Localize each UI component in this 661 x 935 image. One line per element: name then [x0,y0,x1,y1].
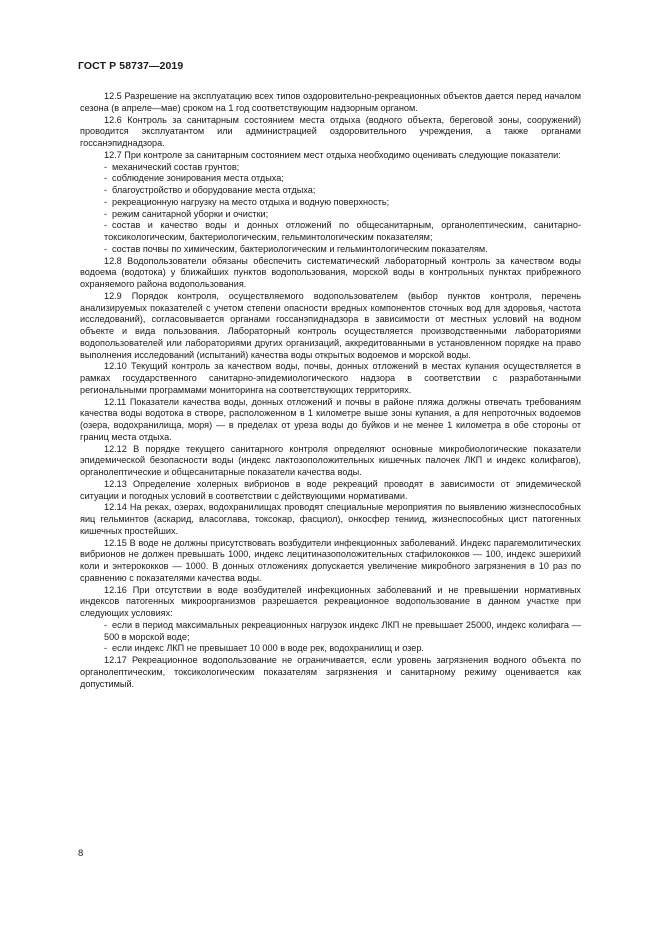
list-dash: - [104,161,108,172]
paragraph: 12.9 Порядок контроля, осуществляемого водопользователем (выбор пунктов контроля, перечень анализируемых показателей с учетом степени опасности вредных компонентов сточных вод для здоровья, частота исследований), согласовывается органами госсанэпиднадзора в зависимости от местных условий на водном объекте и вида пользования. Лабораторный контроль осуществляется производственными лабораториями водопользователей или лабораториями других организаций, аккредитованными в установленном порядке на право выполнения исследований (испытаний) качества воды открытых водоемов и морской воды. [80,290,581,360]
list-item-text: механический состав грунтов; [112,161,240,172]
paragraph: 12.16 При отсутствии в воде возбудителей инфекционных заболеваний и не превышении нормативных индексов патогенных микроорганизмов разрешается рекреационное водопользование в данном участке при следующих условиях: [80,584,581,618]
paragraph: 12.5 Разрешение на эксплуатацию всех типов оздоровительно-рекреационных объектов дается перед началом сезона (в апреле—мае) сроком на 1 год соответствующим надзорным органом. [80,91,581,113]
paragraph: 12.7 При контроле за санитарным состоянием мест отдыха необходимо оценивать следующие показатели: [104,149,561,160]
paragraph: 12.12 В порядке текущего санитарного контроля определяют основные микробиологические показатели эпидемической безопасности воды (индекс лактозоположительных кишечных палочек ЛКП и индекс колифагов), органолептические и общесанитарные показатели качества воды. [80,443,581,477]
paragraph: 12.11 Показатели качества воды, донных отложений и почвы в районе пляжа должны отвечать требованиям качества воды водотока в створе, расположенном в 1 километре выше зоны купания, а для непроточных водоемов (озера, водохранилища, моря) — в пределах от уреза воды до буйков и не менее 1 километра в обе стороны от границ места отдыха. [80,396,581,442]
list-item-text: состав и качество воды и донных отложений по общесанитарным, органолептическим, санитарно-токсикологическим, бактериологическим, гельминтологическим показателям; [104,220,581,242]
paragraph: 12.6 Контроль за санитарным состоянием места отдыха (водного объекта, береговой зоны, сооружений) проводится эксплуатантом или администрацией оздоровительного учреждения, а также органами госсанэпиднадзора. [80,114,581,148]
list-dash: - [104,643,108,654]
paragraph: 12.14 На реках, озерах, водохранилищах проводят специальные мероприятия по выявлению жизнеспособных яиц гельминтов (аскарид, власоглава, токсокар, фасциол), онкосфер тениид, жизнеспособных цист патогенных кишечных простейших. [80,502,581,536]
list-dash: - [104,196,108,207]
paragraph: 12.15 В воде не должны присутствовать возбудители инфекционных заболеваний. Индекс парагемолитических вибрионов не должен превышать 1000, индекс лецитиназоположительных стафилококков — 100, индекс эшерихий коли и энтерококков — 1000. В донных отложениях допускается увеличение микробного загрязнения в 10 раз по сравнению с показателями качества воды. [80,537,581,583]
page-number: 8 [78,848,84,859]
list-item [80,209,581,221]
list-dash: - [104,173,108,184]
paragraph: 12.8 Водопользователи обязаны обеспечить систематический лабораторный контроль за качеством воды водоема (водотока) у ближайших пунктов водопользования, морской воды в контрольных пунктах прибрежного охраняемого района водопользования. [80,255,581,289]
list-item [80,185,581,197]
list-item-text: режим санитарной уборки и очистки; [112,208,269,219]
list-item [80,244,581,256]
paragraph: 12.17 Рекреационное водопользование не ограничивается, если уровень загрязнения водного объекта по органолептическим, токсикологическим показателям загрязнения и санитарному режиму оценивается как допустимый. [80,655,581,689]
list-item [80,173,581,185]
list-dash: - [104,619,108,630]
list-item-text: состав почвы по химическим, бактериологическим и гельминтологическим показателям. [112,243,488,254]
list-item-text: рекреационную нагрузку на место отдыха и водную поверхность; [112,196,390,207]
list-item [80,220,581,244]
list-dash: - [104,185,108,195]
list-dash: - [104,208,108,219]
list-item [80,643,581,655]
list-item-text: если индекс ЛКП не превышает 10 000 в воде рек, водохранилищ и озер. [112,643,424,654]
list-dash: - [104,243,108,254]
list-item-text: если в период максимальных рекреационных нагрузок индекс ЛКП не превышает 25000, индекс колифага — 500 в морской воде; [104,619,581,642]
standard-header: ГОСТ Р 58737—2019 [78,60,184,72]
paragraph: 12.10 Текущий контроль за качеством воды, почвы, донных отложений в местах купания осуществляется в рамках государственного санитарно-эпидемиологического надзора в соответствии с разработанными региональными программами мониторинга на соответствующих территориях. [80,361,581,395]
list-item [80,620,581,644]
list-item-text: благоустройство и оборудование места отдыха; [112,185,316,195]
list-item-text: соблюдение зонирования места отдыха; [112,173,284,184]
list-item [80,162,581,174]
paragraph: 12.13 Определение холерных вибрионов в воде рекреаций проводят в зависимости от эпидемической ситуации и погодных условий в соответствии с действующими нормативами. [80,478,581,501]
document-body [80,91,581,690]
list-dash: - [104,220,108,231]
list-item [80,197,581,209]
